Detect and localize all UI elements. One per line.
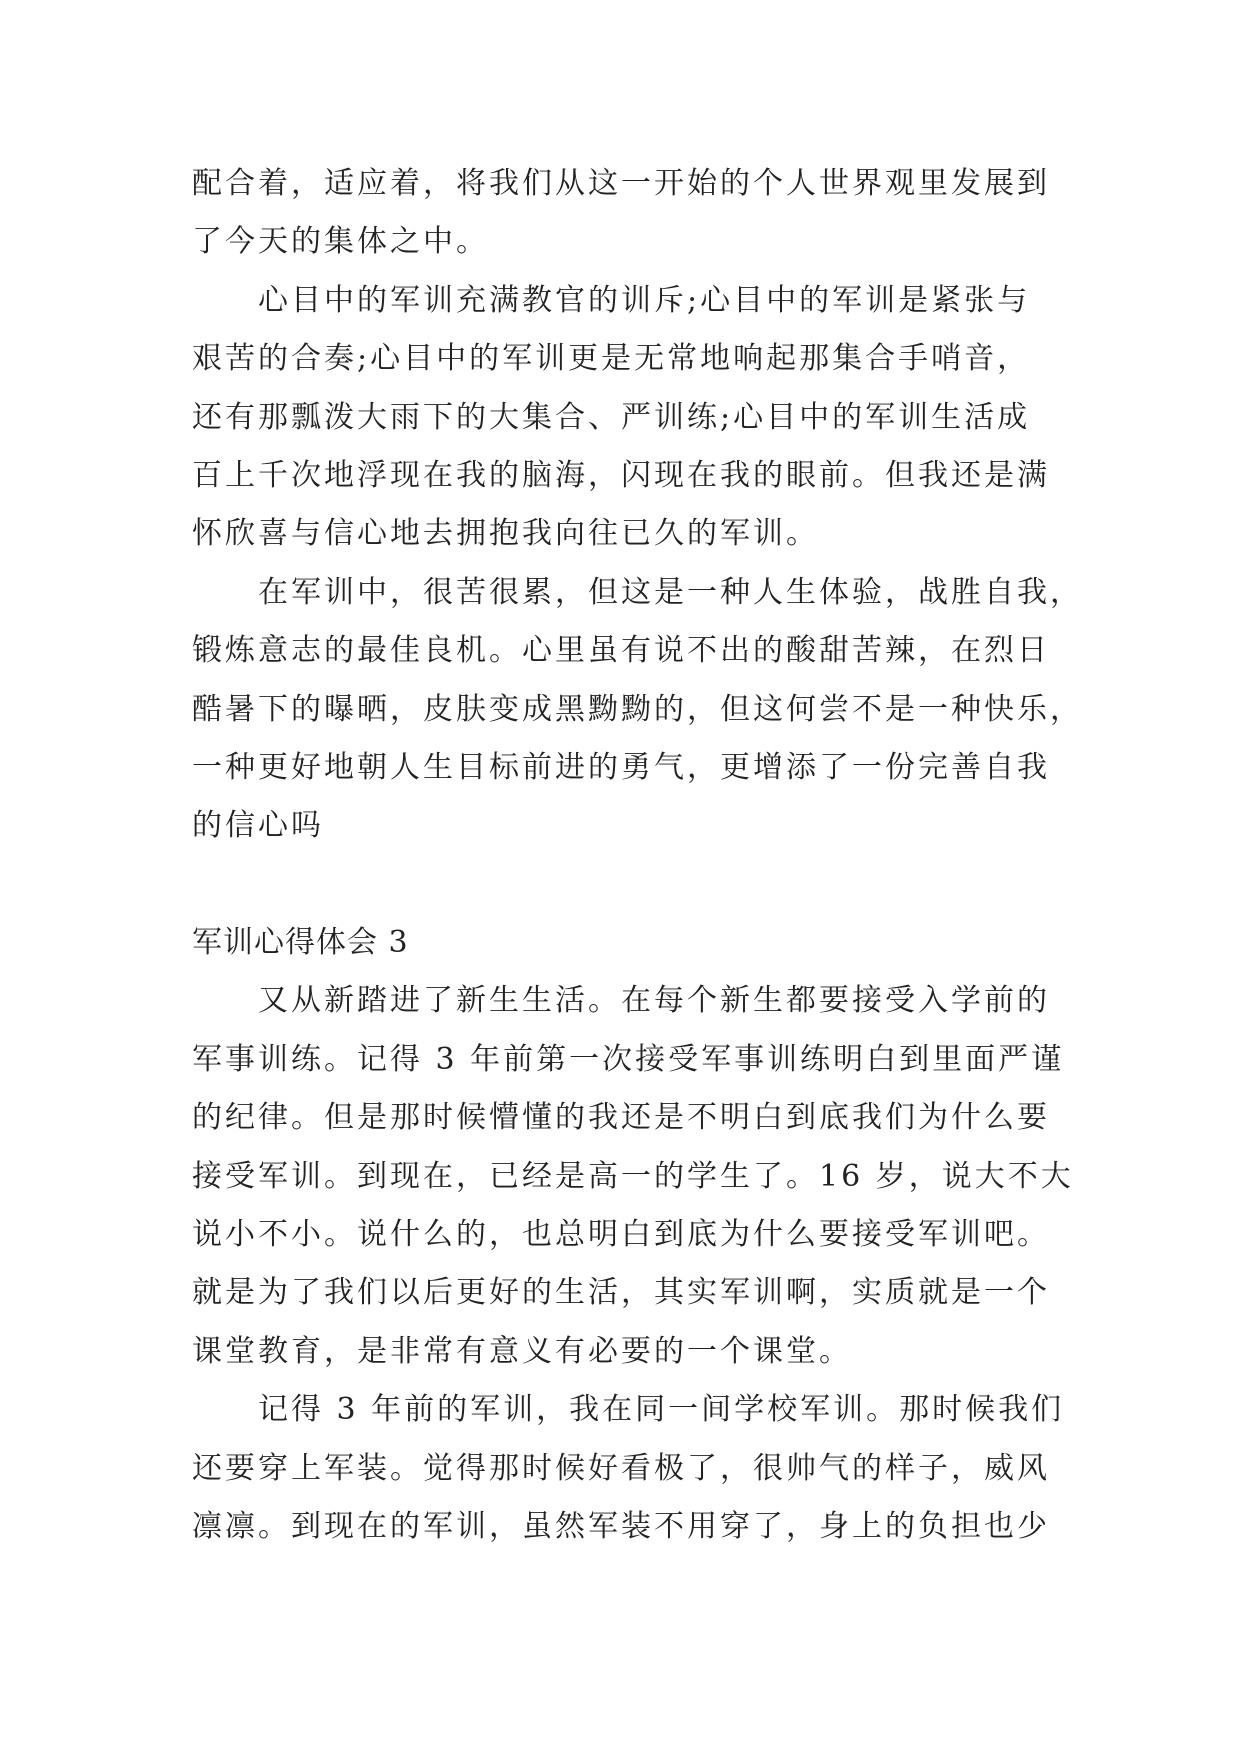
text-line: 说小不小。说什么的，也总明白到底为什么要接受军训吧。 bbox=[192, 1217, 1050, 1253]
text-line: 艰苦的合奏;心目中的军训更是无常地响起那集合手哨音， bbox=[192, 341, 1031, 377]
paragraph bbox=[192, 564, 1152, 856]
text-line: 就是为了我们以后更好的生活，其实军训啊，实质就是一个 bbox=[192, 1275, 1050, 1311]
text-line: 一种更好地朝人生目标前进的勇气，更增添了一份完善自我 bbox=[192, 749, 1050, 785]
text-line: 接受军训。到现在，已经是高一的学生了。16 岁，说大不大 bbox=[192, 1158, 1074, 1194]
text-line: 的纪律。但是那时候懵懂的我还是不明白到底我们为什么要 bbox=[192, 1100, 1050, 1136]
text-line: 课堂教育，是非常有意义有必要的一个课堂。 bbox=[192, 1333, 852, 1369]
paragraph bbox=[192, 972, 1152, 1381]
text-line: 百上千次地浮现在我的脑海，闪现在我的眼前。但我还是满 bbox=[192, 457, 1050, 493]
text-line: 又从新踏进了新生生活。在每个新生都要接受入学前的 bbox=[258, 983, 1050, 1019]
document-body bbox=[192, 155, 1152, 1556]
text-line: 心目中的军训充满教官的训斥;心目中的军训是紧张与 bbox=[258, 282, 1031, 318]
text-line: 还要穿上军装。觉得那时候好看极了，很帅气的样子，威风 bbox=[192, 1450, 1050, 1486]
paragraph bbox=[192, 272, 1152, 564]
text-line: 了今天的集体之中。 bbox=[192, 224, 489, 260]
text-line: 锻炼意志的最佳良机。心里虽有说不出的酸甜苦辣，在烈日 bbox=[192, 633, 1050, 669]
paragraph bbox=[192, 1381, 1152, 1556]
section bbox=[192, 914, 1152, 1556]
paragraph bbox=[192, 155, 1152, 272]
text-line: 怀欣喜与信心地去拥抱我向往已久的军训。 bbox=[192, 516, 819, 552]
text-line: 还有那瓢泼大雨下的大集合、严训练;心目中的军训生活成 bbox=[192, 399, 1031, 435]
blank-line-spacer bbox=[192, 856, 1152, 914]
text-line: 凛凛。到现在的军训，虽然军装不用穿了，身上的负担也少 bbox=[192, 1508, 1050, 1544]
text-line: 酷暑下的曝晒，皮肤变成黑黝黝的，但这何尝不是一种快乐， bbox=[192, 691, 1083, 727]
text-line: 在军训中，很苦很累，但这是一种人生体验，战胜自我， bbox=[258, 574, 1083, 610]
text-line: 的信心吗 bbox=[192, 808, 324, 844]
section-heading: 军训心得体会 3 bbox=[192, 925, 409, 961]
text-line: 记得 3 年前的军训，我在同一间学校军训。那时候我们 bbox=[258, 1392, 1065, 1428]
text-line: 军事训练。记得 3 年前第一次接受军事训练明白到里面严谨 bbox=[192, 1041, 1065, 1077]
text-line: 配合着，适应着，将我们从这一开始的个人世界观里发展到 bbox=[192, 166, 1050, 201]
